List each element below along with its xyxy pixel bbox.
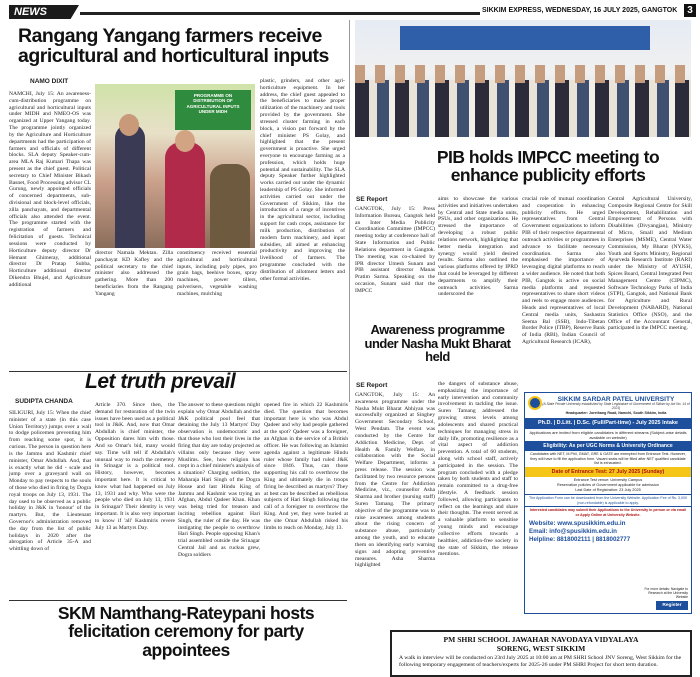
story2-col4: Central Agricultural University, Composite Regional Centre for Skill Development, Rehabilitation and Empowerment of Persons with Disabilities (Divyangjan), Ministry of Micro, Small and Medium Enterprises (MSME), Central Water Commission, My Bharat (NYKS), Youth and Sports Ministry, Regional Ayurveda Research Institute (RARI) under the Ministry of AYUSH, Spices Board, Central Integrated Pest Management Centre (CIPMC), Software Technology Parks of India (STPI), Gangtok, and National Bank for Agriculture and Rural Development (NABARD), National Statistics Office (NSO), and the Office of the Accountant General, participated in the IMPCC meeting.	[608, 196, 692, 332]
story2-col3: crucial role of mutual coordination and cooperation in enhancing publicity efforts. He urged representatives from Central Government organizations to inform PIB of their respective departmental outreach activities or programmes in advance to facilitate necessary coordination. Sarma also emphasised the importance of leveraging digital platforms to reach a wider audience. He noted that both PIB, Gangtok is active on social media platforms and requested representatives to share short videos and reels to engage more audiences. Heads and representatives of local Central media units, Sashastra Seema Bal (SSB), Indo-Tibetan Border Police (ITBP), Reserve Bank of India (RBI), Indian Council of Agricultural Research (ICAR),	[522, 196, 605, 346]
story2-headline: PIB holds IMPCC meeting to enhance publicity efforts	[436, 147, 660, 186]
more-details: For more details: Navigate to Research at the University Website	[644, 586, 688, 599]
story1-col1: NAMCHI, July 15: An awareness-cum-distribution programme on agricultural and horticultural inputs under MIDH and NMEO-OS was organized at Upper Yangang today. The programme jointly organized by the Agriculture and Horticulture departments had the participation of farmers and officials of different blocks. SLA deputy Speaker-cum-area MLA Raj Kumari Thapa was present as the chief guest. Political secretary to Chief Minister Bikash Basnet, Food Processing advisor CL Gurung, newly appointed officials of concerned departments, sub-divisional and block-level officials, zilla panchayats, and departmental officials also attended the event. The programme started with the registration of farmers and felicitation of guests. Technical sessions were conducted by Horticulture deputy director Dr Hemant Ghimeray, additional director Dr Pratap Subba, Horticulture additional director Dikendra Bhujel, and Agriculture additional	[9, 91, 91, 288]
register-button[interactable]: Register	[656, 601, 688, 610]
divider	[349, 20, 350, 402]
test-date-banner: Date of Entrance Test: 27 July 2025 (Sunday)	[525, 467, 691, 477]
section-label: NEWS	[14, 6, 47, 18]
story4-col3: The answer to these questions might explain why Omar Abdullah and the J&K political pool feel that detaining the July 13 Martyrs' Day observation is undemocratic and that those who lost their lives in the firing that day are today projected as villains only because they were Muslims. See, how religion has crept in a chief minister's analysis of a situation? Charging sedition, the Maharaja Hari Singh of the Dogra House and last Hindu King of Jammu and Kashmir was trying an Afghan, Abdul Qadeer Khan. Khan was being tried for treason and inciting rebellion against Hari Singh, the ruler of the day. He was instigating the people to overthrow Hari Singh. People opposing Khan's trial assembled outside the Srinagar Central Jail and as ruckus grew, Dogra soldiers	[178, 402, 261, 558]
reservation-text: Reservation policies of Government applicable for admission	[557, 483, 659, 488]
story4-col2: Article 370. Since then, the demand for restoration of the twin issues have been used as a political tool in J&K. And, now that Omar Abdullah is chief minister, the Opposition dares him with those. And so Omar's bid, many would say. Time will tell if Abdullah's unusual way to reach the cemetery in Srinagar is a political tool. History, however, becomes important here. It is critical to know what had happened on July 13, 1931 and why. Who were the people who died on July 13, 1931 in Srinagar? Their identity is very important. It is also very important to know if 'all' Kashmiris revere July 13 as Martyrs Day.	[95, 402, 175, 531]
story4-col1: SILIGURI, July 15: When the chief minister of a state (in this case Union Territory) jumps over a wall to dodge policemen preventing him from reaching some spot, it is curious. The person in question here is the Jammu and Kashmir chief minister, Omar Abdullah. And, that is exactly what he did - scale and jump over a graveyard wall on Monday to pay respects to the souls of those who died in firing by Dogra royal troops on July 13, 1931. The day used to be observed as a public holiday in J&K in 'honour' of the martyrs. But, the Lieutenant Governor's administration removed the day from the list of public holidays in 2020 after the abrogation of Article 35-A and whittling down of	[9, 410, 91, 553]
jnv-body: A walk in interview will be conducted on 23rd July 2025 at 10:00 am at PM SHRI School JNV Soreng, West Sikkim for the following temporary engagement of teachers/experts for 2025-26 under PM SHRI Project for short term duration.	[399, 655, 682, 669]
story5-headline: SKM Namthang-Rateypani hosts felicitation ceremony for party appointees	[57, 603, 315, 660]
jnv-title: PM SHRI SCHOOL JAWAHAR NAVODAYA VIDYALAYA	[443, 635, 639, 644]
story1-col4: plastic, grinders, and other agri-horticulture equipment. In her address, the chief guest appealed to the beneficiaries to make proper utilization of the machinery and tools provided by the government. She stressed cluster farming in each block, a vision put forward by the chief minister PS Golay, and highlighted that the present government is proactive. She urged everyone to encourage farming as a profession, which holds huge potential and sustainability. The SLA deputy Speaker further highlighted works carried out under the dynamic leadership of PS Golay. She informed activities carried out under the Government of Sikkim, like the introduction of a range of incentives in the agricultural sector, including support for cash crops, assistance for milk production, distribution of modern farm machinery, and input subsidies, all aimed at enhancing productivity and improving the livelihood of farmers. The programme concluded with the distribution of allotment letters and other formal activities.	[260, 78, 345, 282]
story4-headline: Let truth prevail	[85, 370, 236, 393]
jnv-place: SORENG, WEST SIKKIM	[496, 643, 586, 653]
story2-byline: SE Report	[356, 196, 388, 203]
story2-photo	[355, 20, 691, 137]
email-link[interactable]: Email: info@spusikkim.edu.in	[529, 528, 617, 536]
helpline[interactable]: Helpline: 8818002111 | 8818002777	[529, 536, 631, 544]
eligibility-banner: Eligibility: As per UGC Norms & University Ordinance	[525, 441, 691, 451]
story4-byline: SUDIPTA CHANDA	[15, 398, 73, 405]
divider	[9, 600, 347, 601]
story1-photo	[95, 84, 255, 248]
page-number: 3	[684, 4, 696, 17]
fee-text: The Application Form can be downloaded from the University Website. Application Fee of Rs. 3,000 (non-refundable) is applicable to apply.	[525, 494, 691, 506]
candidates-text: Candidates with NET, M.Phil, GMAT, GRE & GATE are exempted from Entrance Test. However, they will have to fill the application form. Vacant seats will be filled after NET qualified candidate list is exhausted.	[530, 452, 686, 466]
website-link[interactable]: Website: www.spusikkim.edu.in	[529, 520, 626, 528]
story2-col1: GANGTOK, July 15: Press Information Bureau, Gangtok held an Inter Media Publicity Coordination Committee (IMPCC) meeting today at conference hall of State Information and Public Relations department in Gangtok. The meeting was co-chaired by IPR director Umesh Sunam and PIB assistant director Manas Pratim Sarma. Speaking on the occasion, Sunam said that the IMPCC	[355, 206, 435, 294]
header-rule	[80, 12, 480, 15]
submit-text: Interested candidates may submit their Applications to the University in person or via email or Apply Online at University Website.	[525, 506, 691, 518]
story1-headline: Rangang Yangang farmers receive agricultural and horticultural inputs	[18, 25, 329, 68]
story3-col1: GANGTOK, July 15: An awareness programme under the Nasha Mukt Bharat Abhiyan was successfully organized at Singhey Government Secondary School, West Pendam. The event was conducted by the Centre for Addiction Medicine, Dept. of Health & Family Welfare, in collaboration with the Social Welfare Department, informs a press release. The session was facilitated by two resource persons from the Centre for Addiction Medicine, viz., counsellor Asha Sharma and brother (nursing staff) Suren Tamang. The primary objective of the programme was to raise awareness among students about the rising concern of substance abuse, particularly among the youth, and to educate them on identifying early warning signs and adopting preventive measures. Asha Sharma highlighted	[355, 392, 435, 569]
university-name: SIKKIM SARDAR PATEL UNIVERSITY	[557, 396, 675, 403]
story1-col3: constituency received essential agricultural and horticultural inputs, including poly pipes, pro grain bags, beehive boxes, spray machines, power tillers, pulverisers, vegetable washing machines, mulching	[177, 250, 257, 297]
story3-col2: the dangers of substance abuse, emphasizing the importance of early intervention and community involvement in tackling the issue. Suren Tamang addressed the growing stress levels among adolescents and shared practical techniques for managing stress in daily life, promoting resilience as a vital aspect of addiction prevention. A total of 60 students, along with school staff, actively participated in the session. The program concluded with a pledge taken by both students and staff to remain committed to a drug-free lifestyle. A feedback session followed, allowing participants to reflect on the learnings and share their thoughts. The event served as a valuable platform to sensitise young minds and encourage collective efforts towards a healthier, addiction-free society in the state of Sikkim, the release mentions.	[438, 381, 518, 558]
jnv-ad	[390, 630, 692, 677]
story1-byline: NAMO DIXIT	[30, 78, 69, 85]
story3-headline: Awareness programme under Nasha Mukt Bharat held	[364, 322, 511, 365]
applications-text: Applications are invited from eligible candidates in different streams (Subject-wise details available on website)	[529, 430, 687, 441]
university-subtitle: (A State Private University established by State Legislature of Government of Sikkim by Act No. 14 of 2021)	[542, 402, 690, 411]
last-date: Last Date of Registration: 23 July 2025	[575, 488, 641, 493]
test-venue: Entrance Test venue: University Campus	[573, 478, 643, 483]
university-ad	[524, 392, 692, 614]
masthead: SIKKIM EXPRESS, WEDNESDAY, 16 JULY 2025, GANGTOK	[482, 7, 678, 14]
story3-byline: SE Report	[356, 382, 388, 389]
photo1-banner: PROGRAMME ON DISTRIBUTION OF AGRICULTURAL INPUTS UNDER MIDH	[175, 90, 251, 130]
university-hq: Headquarter: Jorethang Road, Namchi, South Sikkim, India	[565, 411, 667, 416]
story2-col2: aims to showcase the various activities and initiatives undertaken by Central and State media units, PSUs, and other organizations. He stressed the importance of developing a robust public relations network, highlighting that better media integration and synergy would yield desired results. Sarma also outlined the various platforms offered by IPRD that could be leveraged by different departments to amplify their outreach activities. Sarma underscored the	[438, 196, 518, 298]
university-logo	[528, 396, 542, 410]
programs-banner: Ph.D. | D.Litt. | D.Sc. (Full/Part-time) - July 2025 Intake	[525, 418, 691, 429]
story4-col4: opened fire in which 22 Kashmiris died. The question that becomes important here is who was Abdul Qadeer and why had people gathered at the spot? Qadeer was a foreigner, an Afghan in the service of a British officer. He was following an Islamist agenda against a legitimate Hindu ruler whose family had ruled J&K since 1846. Thus, can those supporting his call to overthrow the King and ultimately die in troops firing be described as martyrs? They at best can be described as rebellious subjects of Hari Singh following the call of a foreigner to overthrow the King. And yet, they were buried at the site Omar Abdullah risked his limbs to reach on Monday, July 13.	[264, 402, 348, 531]
story1-col2: director Namala Mektan. Zilla panchayat KD Kafley and the political secretary to the chief minister also addressed the gathering. More than 200 beneficiaries from the Rangang Yangang	[95, 250, 173, 297]
